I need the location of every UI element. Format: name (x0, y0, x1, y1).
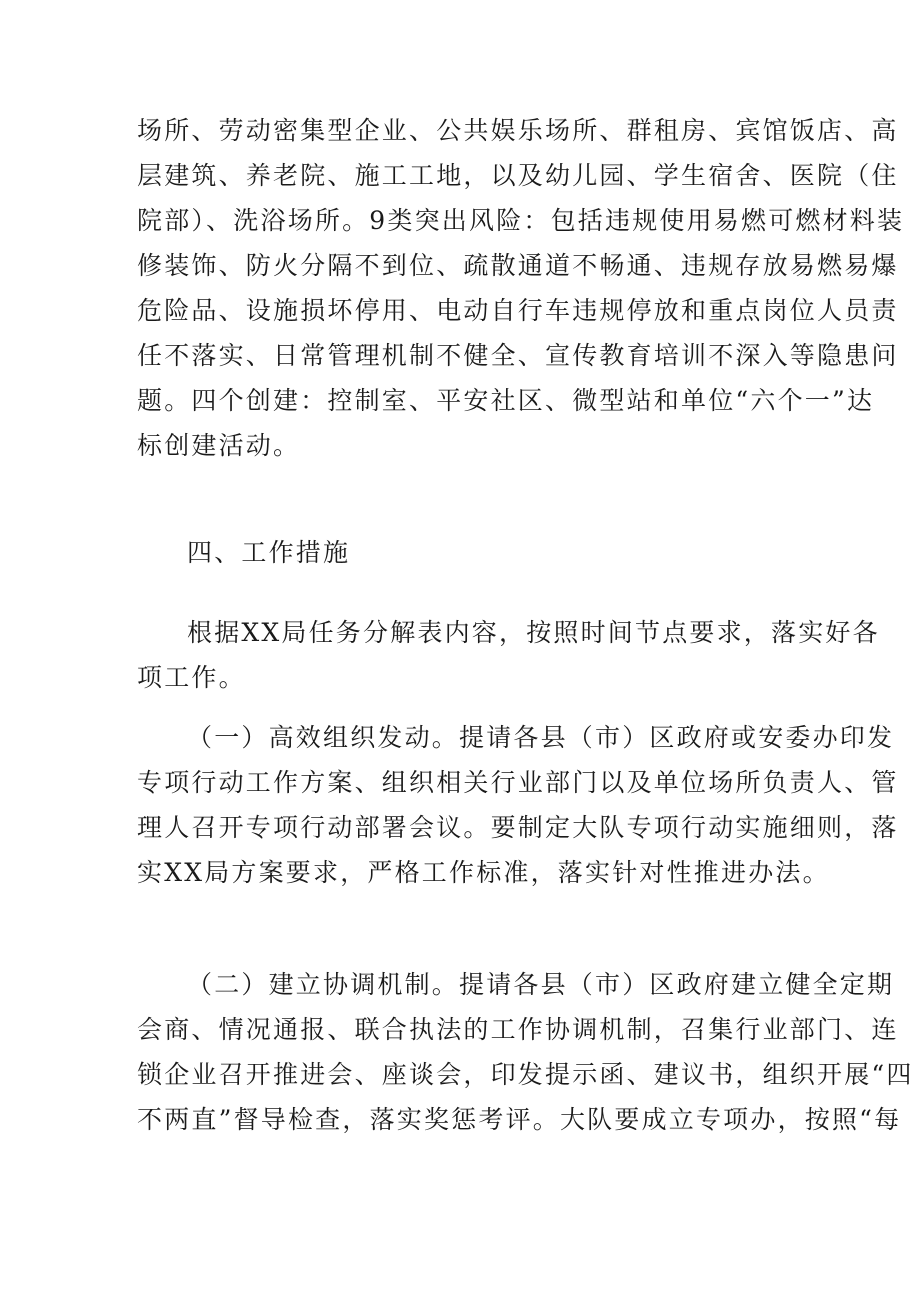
text-line: 理人召开专项行动部署会议。要制定大队专项行动实施细则，落 (137, 813, 899, 842)
text-line: 会商、情况通报、联合执法的工作协调机制，召集行业部门、连 (137, 1015, 899, 1044)
paragraph-intro (137, 610, 880, 700)
text-line: 题。四个创建：控制室、平安社区、微型站和单位“六个一”达 (137, 386, 875, 415)
text-line: 修装饰、防火分隔不到位、疏散通道不畅通、违规存放易燃易爆 (137, 251, 899, 280)
heading-text: 四、工作措施 (187, 538, 351, 567)
section-heading (137, 530, 793, 575)
text-line: 标创建活动。 (137, 431, 301, 460)
paragraph-organize (137, 715, 899, 895)
text-line: 实XX局方案要求，严格工作标准，落实针对性推进办法。 (137, 858, 830, 887)
text-line: 危险品、设施损坏停用、电动自行车违规停放和重点岗位人员责 (137, 296, 899, 325)
text-line: 任不落实、日常管理机制不健全、宣传教育培训不深入等隐患问 (137, 341, 899, 370)
text-line: 院部）、洗浴场所。9类突出风险：包括违规使用易燃可燃材料装 (137, 206, 905, 235)
text-line: 锁企业召开推进会、座谈会，印发提示函、建议书，组织开展“四 (137, 1060, 914, 1089)
text-line: 项工作。 (137, 663, 246, 692)
text-line: 层建筑、养老院、施工工地，以及幼儿园、学生宿舍、医院（住 (137, 161, 899, 190)
text-line: 场所、劳动密集型企业、公共娱乐场所、群租房、宾馆饭店、高 (137, 116, 899, 145)
text-line: （一）高效组织发动。提请各县（市）区政府或安委办印发 (187, 723, 895, 752)
text-line: （二）建立协调机制。提请各县（市）区政府建立健全定期 (187, 970, 895, 999)
text-line: 不两直”督导检查，落实奖惩考评。大队要成立专项办，按照“每 (137, 1105, 902, 1134)
paragraph-risk-categories (137, 108, 905, 468)
paragraph-coordination (137, 962, 914, 1142)
text-line: 专项行动工作方案、组织相关行业部门以及单位场所负责人、管 (137, 768, 899, 797)
text-line: 根据XX局任务分解表内容，按照时间节点要求，落实好各 (187, 618, 880, 647)
